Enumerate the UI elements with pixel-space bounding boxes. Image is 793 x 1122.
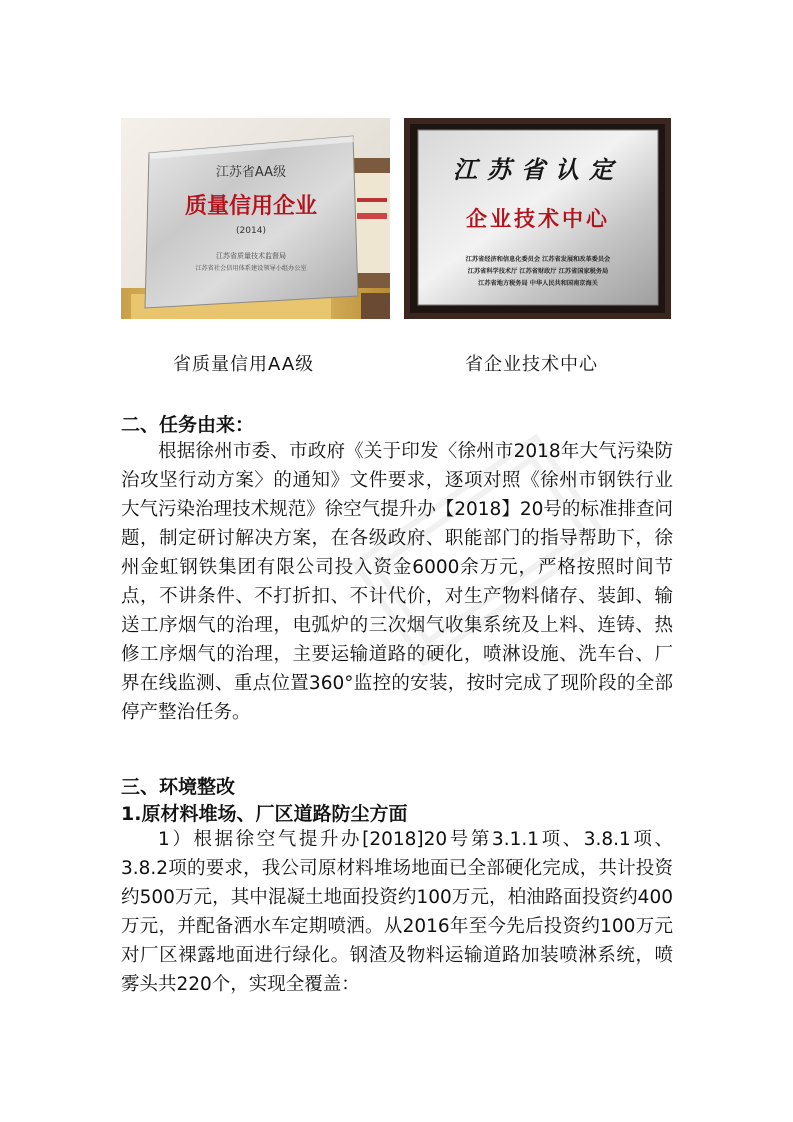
plaque1-issuer2: 江苏省社会信用体系建设领导小组办公室 — [195, 265, 307, 272]
plaque-photo-quality-credit — [121, 118, 390, 319]
paragraph-stockyard-dust: 1）根据徐空气提升办[2018]20号第3.1.1项、3.8.1项、3.8.2项的要求，我公司原材料堆场地面已全部硬化完成，共计投资约500万元，其中混凝土地面投资约100万元，柏油路面投资约400万元，并配备洒水车定期喷洒。从2016年至今先后投资约100万元对厂区裸露地面进行绿化。钢渣及物料运输道路加装喷淋系统，喷雾头共220个，实现全覆盖： — [121, 829, 673, 995]
plaque2-issuer2: 江苏省科学技术厅 江苏省财政厅 江苏省国家税务局 — [467, 268, 609, 275]
plaque1-line1: 江苏省AA级 — [215, 165, 287, 180]
section-heading-environment: 三、环境整改 — [121, 776, 236, 798]
plaque-quality-credit-image — [121, 118, 390, 319]
photo-caption-tech-center: 省企业技术中心 — [465, 354, 598, 375]
plaque2-line1: 江苏省认定 — [453, 156, 623, 184]
paragraph-task-origin: 根据徐州市委、市政府《关于印发〈徐州市2018年大气污染防治攻坚行动方案〉的通知》文件要求，逐项对照《徐州市钢铁行业大气污染治理技术规范》徐空气提升办【2018】20号的标准排查问题，制定研讨解决方案，在各级政府、职能部门的指导帮助下，徐州金虹钢铁集团有限公司投入资金6000余万元，严格按照时间节点，不讲条件、不打折扣、不计代价，对生产物料储存、装卸、输送工序烟气的治理，电弧炉的三次烟气收集系统及上料、连铸、热修工序烟气的治理，主要运输道路的硬化，喷淋设施、洗车台、厂界在线监测、重点位置360°监控的安装，按时完成了现阶段的全部停产整治任务。 — [121, 441, 673, 723]
plaque-photo-tech-center — [404, 118, 671, 319]
plaque1-line3: (2014) — [236, 226, 266, 236]
subheading-stockyard-dust: 1.原材料堆场、厂区道路防尘方面 — [121, 803, 408, 825]
plaque1-line2: 质量信用企业 — [184, 194, 318, 219]
photo-caption-quality-credit: 省质量信用AA级 — [173, 354, 315, 375]
plaque2-issuer3: 江苏省地方税务局 中华人民共和国南京海关 — [478, 280, 598, 287]
section-heading-task-origin: 二、任务由来： — [121, 414, 255, 436]
plaque2-line2: 企业技术中心 — [466, 207, 610, 231]
plaque-tech-center-image — [404, 118, 671, 319]
plaque2-issuer1: 江苏省经济和信息化委员会 江苏省发展和改革委员会 — [465, 256, 611, 263]
plaque1-issuer1: 江苏省质量技术监督局 — [216, 252, 286, 260]
